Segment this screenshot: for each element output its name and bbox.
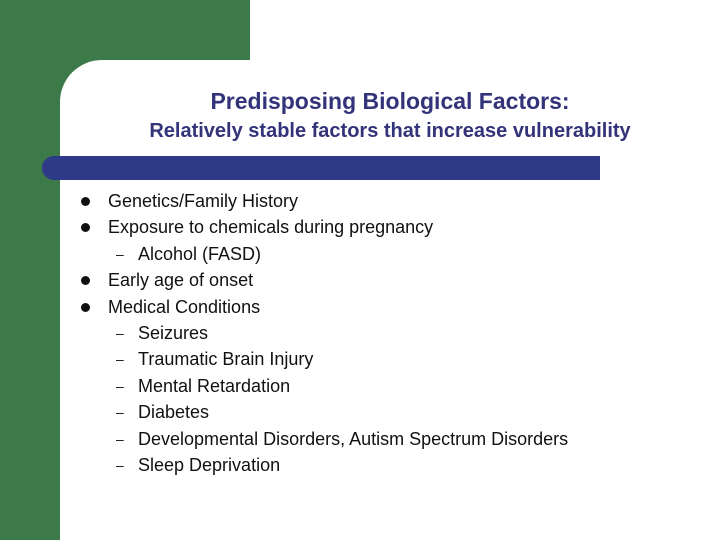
list-item-text: Developmental Disorders, Autism Spectrum Disorders: [138, 428, 569, 449]
dash-bullet-icon: –: [116, 430, 124, 447]
dash-bullet-icon: –: [116, 377, 124, 394]
dash-bullet-icon: –: [116, 324, 124, 341]
slide-subtitle: Relatively stable factors that increase vulnerability: [149, 120, 631, 142]
list-item-text: Genetics/Family History: [108, 191, 299, 211]
list-item-text: Medical Conditions: [108, 296, 261, 317]
dash-bullet-icon: –: [116, 456, 124, 473]
green-left-strip: [0, 0, 60, 540]
list-item-text: Seizures: [138, 322, 209, 343]
dash-bullet-icon: –: [116, 404, 124, 421]
list-item-text: Traumatic Brain Injury: [138, 349, 314, 370]
list-item-text: Early age of onset: [108, 270, 254, 291]
list-item-text: Mental Retardation: [138, 375, 291, 396]
list-item-text: Diabetes: [138, 402, 210, 423]
dash-bullet-icon: –: [116, 351, 124, 368]
bullet-icon: [81, 197, 90, 206]
bullet-icon: [81, 303, 90, 312]
title-divider-bar: [42, 156, 600, 180]
slide-title: Predisposing Biological Factors:: [210, 88, 570, 114]
dash-bullet-icon: –: [116, 245, 124, 262]
list-item-text: Sleep Deprivation: [138, 454, 281, 475]
list-item-text: Exposure to chemicals during pregnancy: [108, 217, 434, 238]
list-item-text: Alcohol (FASD): [138, 243, 262, 264]
